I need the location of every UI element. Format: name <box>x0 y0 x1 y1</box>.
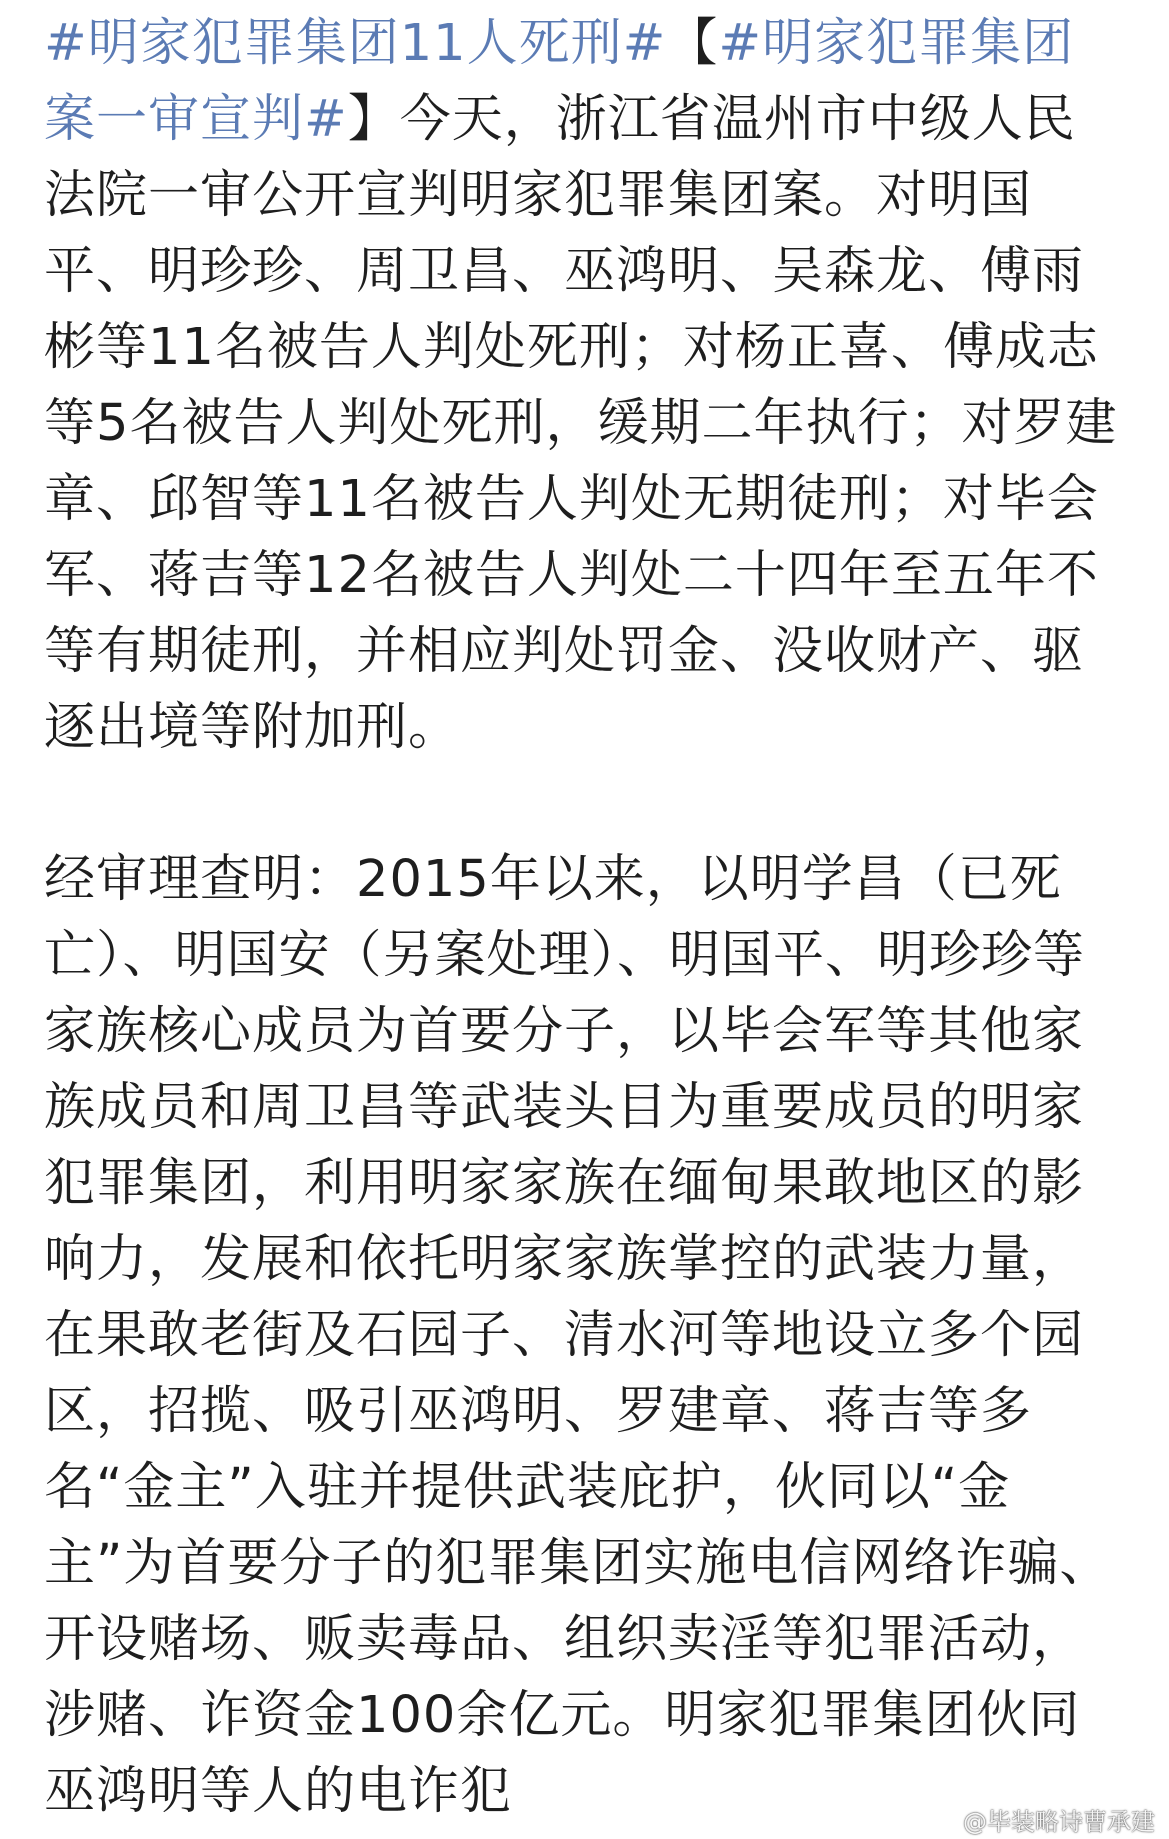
post-content <box>44 6 1124 1830</box>
paragraph-1-text: 】今天，浙江省温州市中级人民法院一审公开宣判明家犯罪集团案。对明国平、明珍珍、周卫昌、巫鸿明、吴森龙、傅雨彬等11名被告人判处死刑；对杨正喜、傅成志等5名被告人判处死刑，缓期二年执行；对罗建章、邱智等11名被告人判处无期徒刑；对毕会军、蒋吉等12名被告人判处二十四年至五年不等有期徒刑，并相应判处罚金、没收财产、驱逐出境等附加刑。 <box>44 90 1118 757</box>
weibo-icon <box>927 1807 957 1831</box>
post-paragraph-1 <box>44 6 1124 766</box>
post-paragraph-2 <box>44 842 1124 1830</box>
topic-link-death-penalty[interactable]: #明家犯罪集团11人死刑# <box>44 14 667 73</box>
watermark <box>927 1803 1155 1835</box>
topic-link-first-trial[interactable]: #明家犯罪集团案一审宣判# <box>44 14 1075 149</box>
watermark-text: @毕装略诗曹承建 <box>963 1807 1155 1836</box>
bracket-open: 【 <box>666 14 719 73</box>
paragraph-2-text: 经审理查明：2015年以来，以明学昌（已死亡）、明国安（另案处理）、明国平、明珍珍等家族核心成员为首要分子，以毕会军等其他家族成员和周卫昌等武装头目为重要成员的明家犯罪集团，利用明家家族在缅甸果敢地区的影响力，发展和依托明家家族掌控的武装力量，在果敢老街及石园子、清水河等地设立多个园区，招揽、吸引巫鸿明、罗建章、蒋吉等多名“金主”入驻并提供武装庇护，伙同以“金主”为首要分子的犯罪集团实施电信网络诈骗、开设赌场、贩卖毒品、组织卖淫等犯罪活动，涉赌、诈资金100余亿元。明家犯罪集团伙同巫鸿明等人的电诈犯 <box>44 850 1112 1821</box>
